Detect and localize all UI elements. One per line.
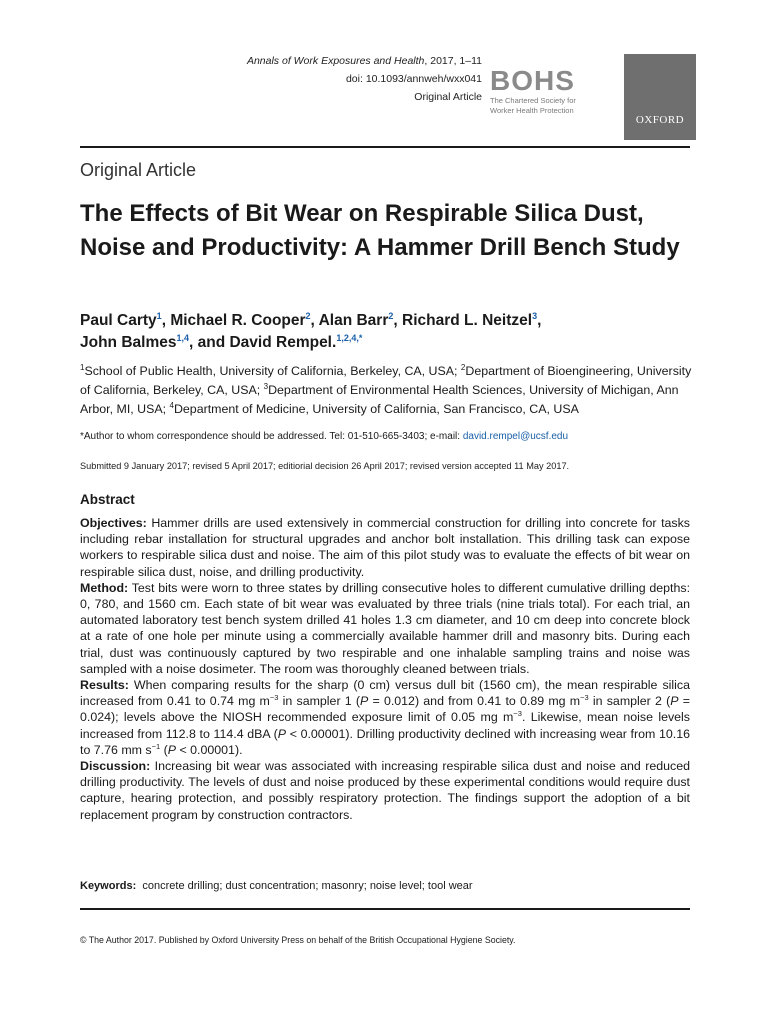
submission-history: Submitted 9 January 2017; revised 5 April 2017; editiorial decision 26 April 2017; revised version accepted 11 May 2017. bbox=[80, 461, 570, 471]
author: Michael R. Cooper bbox=[170, 312, 306, 329]
author-affiliation-ref[interactable]: 1,4 bbox=[176, 332, 189, 343]
results-superscript: −3 bbox=[513, 709, 522, 719]
results-text: < 0.00001). Drilling productivity declined with increasing wear from 10.16 to 7.76 mm s bbox=[80, 726, 690, 757]
abstract-discussion bbox=[80, 758, 690, 823]
results-text: = 0.012) and from 0.41 to 0.89 mg m bbox=[368, 694, 581, 709]
results-label: Results: bbox=[80, 678, 129, 693]
author-separator: , bbox=[310, 312, 319, 329]
abstract-objectives bbox=[80, 515, 690, 580]
bohs-tagline-2: Worker Health Protection bbox=[490, 106, 574, 115]
method-text: Test bits were worn to three states by drilling consecutive holes to different cumulative drilling depths: 0, 780, and 1560 cm. Each state of bit wear was evaluated by three trials (nine trials total). For each trial, an automated laboratory test bench system drilled 41 holes 1.3 cm diameter, and 10 cm deep into concrete block at a rate of one hole per minute using a commercially available hammer drill and masonry bits. During each trial, dust was continuously captured by two respirable and one inhalable sampling trains and noise was sampled with a noise dosimeter. The room was thoroughly cleaned between trials. bbox=[80, 580, 691, 676]
article-title: The Effects of Bit Wear on Respirable Silica Dust, Noise and Productivity: A Hammer Drill Bench Study bbox=[80, 200, 680, 261]
objectives-text: Hammer drills are used extensively in commercial construction for drilling into concrete for tasks including rebar installation for structural upgrades and anchor bolt installation. This drilling task can expose workers to respirable silica dust and noise. The aim of this pilot study was to evaluate the effects of bit wear on respirable silica dust, noise, and drilling productivity. bbox=[80, 516, 690, 579]
affiliation-number: 3 bbox=[263, 381, 269, 391]
results-text: = 0.024); levels above the NIOSH recommended exposure limit of 0.05 mg m bbox=[80, 694, 690, 725]
header-rule bbox=[80, 146, 690, 148]
results-text: < 0.00001). bbox=[176, 742, 243, 757]
author: and David Rempel. bbox=[197, 334, 337, 351]
method-label: Method: bbox=[80, 580, 129, 595]
results-superscript: −3 bbox=[580, 693, 589, 703]
objectives-label: Objectives: bbox=[80, 516, 147, 530]
p-value-symbol: P bbox=[277, 726, 287, 741]
affiliation-number: 1 bbox=[80, 362, 85, 372]
abstract-method bbox=[80, 580, 690, 677]
keywords-text: concrete drilling; dust concentration; masonry; noise level; tool wear bbox=[142, 880, 473, 892]
author: John Balmes bbox=[80, 334, 177, 351]
affiliation: Department of Environmental Health Sciences, University of Michigan, Ann Arbor, MI, USA; bbox=[80, 383, 679, 416]
article-type: Original Article bbox=[80, 160, 197, 180]
abstract-results bbox=[80, 677, 690, 758]
bohs-logo-text: BOHS bbox=[490, 65, 575, 96]
author-separator: , bbox=[393, 312, 403, 329]
affiliation-number: 4 bbox=[169, 400, 174, 410]
author-separator: , bbox=[189, 334, 198, 351]
keywords-label: Keywords: bbox=[80, 880, 137, 892]
author: Richard L. Neitzel bbox=[402, 312, 533, 329]
affiliation: Department of Medicine, University of California, San Francisco, CA, USA bbox=[173, 402, 579, 416]
author-affiliation-ref[interactable]: 2 bbox=[305, 310, 311, 321]
correspondence-email-link[interactable]: david.rempel@ucsf.edu bbox=[462, 431, 569, 442]
results-text: ( bbox=[160, 742, 168, 757]
results-text: in sampler 2 ( bbox=[588, 694, 671, 709]
doi: doi: 10.1093/annweh/wxx041 bbox=[345, 73, 482, 85]
author-affiliation-ref[interactable]: 3 bbox=[532, 310, 538, 321]
bohs-tagline-1: The Chartered Society for bbox=[490, 96, 576, 105]
discussion-text: Increasing bit wear was associated with increasing respirable silica dust and noise and reduced drilling productivity. The levels of dust and noise produced by these experimental conditions would require dust capture, hearing protection, and possibly respiratory protection. The findings support the adoption of a bit replacement program by construction contractors. bbox=[80, 759, 690, 822]
journal-citation bbox=[162, 52, 482, 70]
results-text: . Likewise, mean noise levels increased from 112.8 to 114.4 dBA ( bbox=[80, 710, 691, 741]
footer-rule bbox=[80, 908, 690, 910]
results-text: in sampler 1 ( bbox=[278, 694, 361, 709]
correspondence-text: *Author to whom correspondence should be addressed. Tel: 01-510-665-3403; e-mail: bbox=[80, 431, 463, 442]
affiliations bbox=[80, 362, 692, 419]
correspondence bbox=[80, 430, 692, 444]
author-list bbox=[80, 310, 690, 354]
abstract-heading: Abstract bbox=[80, 492, 135, 507]
author-separator: , bbox=[537, 312, 542, 329]
p-value-symbol: P bbox=[360, 694, 369, 709]
abstract-body bbox=[80, 515, 690, 823]
journal-name: Annals of Work Exposures and Health bbox=[246, 55, 425, 67]
oxford-logo bbox=[624, 54, 696, 140]
results-superscript: −3 bbox=[269, 693, 279, 703]
author: Paul Carty bbox=[80, 312, 157, 329]
author-separator: , bbox=[161, 312, 171, 329]
author-affiliation-ref[interactable]: 1,2,4,* bbox=[336, 332, 363, 343]
article-type-small: Original Article bbox=[414, 91, 482, 103]
affiliation: School of Public Health, University of California, Berkeley, CA, USA; bbox=[84, 364, 461, 378]
author-affiliation-ref[interactable]: 1 bbox=[156, 310, 162, 321]
oxford-logo-text: OXFORD bbox=[635, 114, 685, 126]
copyright-notice: © The Author 2017. Published by Oxford University Press on behalf of the British Occupational Hygiene Society. bbox=[80, 935, 516, 945]
p-value-symbol: P bbox=[670, 694, 679, 709]
affiliation-number: 2 bbox=[460, 362, 466, 372]
results-superscript: −1 bbox=[151, 741, 161, 751]
discussion-label: Discussion: bbox=[80, 759, 151, 774]
keywords bbox=[80, 878, 692, 894]
results-text: When comparing results for the sharp (0 cm) versus dull bit (1560 cm), the mean respirable silica increased from 0.41 to 0.74 mg m bbox=[80, 678, 690, 709]
journal-year-pages: , 2017, 1–11 bbox=[424, 55, 482, 67]
bohs-logo bbox=[490, 66, 608, 130]
p-value-symbol: P bbox=[167, 742, 177, 757]
affiliation: Department of Bioengineering, University of California, Berkeley, CA, USA; bbox=[80, 364, 692, 397]
author-affiliation-ref[interactable]: 2 bbox=[388, 310, 394, 321]
author: Alan Barr bbox=[318, 312, 389, 329]
journal-info bbox=[162, 52, 482, 106]
